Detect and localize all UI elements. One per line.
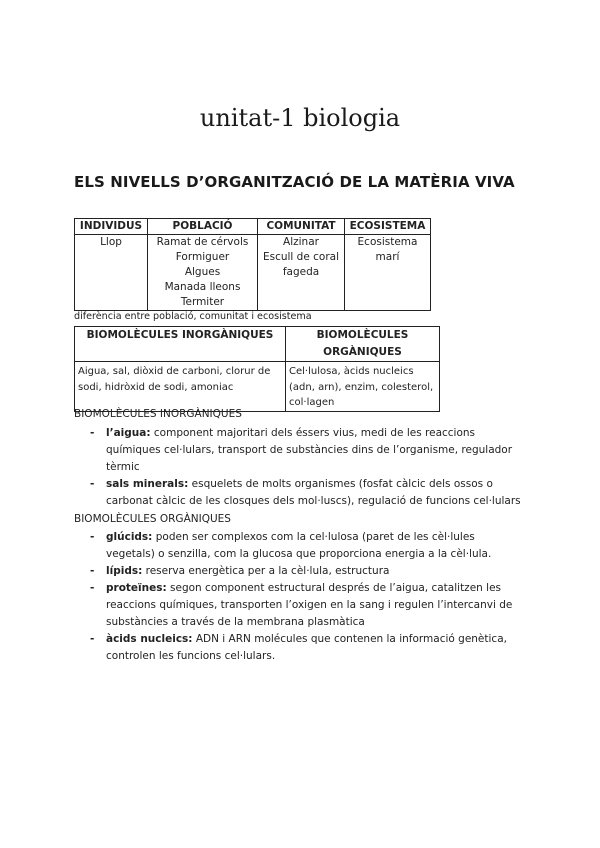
bullet-dash: -: [90, 565, 95, 577]
cell-line: Ramat de cérvols: [156, 236, 249, 248]
inorganic-list: [74, 425, 526, 510]
bullet-dash: -: [90, 582, 95, 594]
definition: esquelets de molts organismes (fosfat càlcic dels ossos o carbonat càlcic de les closques dels mol·luscs), regulació de funcions cel·lulars: [106, 478, 521, 507]
term: lípids:: [106, 565, 143, 577]
table-row: [75, 362, 440, 412]
list-item: [74, 580, 526, 631]
cell-organiques: Cel·lulosa, àcids nucleics (adn, arn), enzim, colesterol, col·lagen: [286, 362, 440, 412]
term: proteïnes:: [106, 582, 167, 594]
cell-inorganiques: Aigua, sal, diòxid de carboni, clorur de sodi, hidròxid de sodi, amoniac: [75, 362, 286, 412]
section-heading: ELS NIVELLS D’ORGANITZACIÓ DE LA MATÈRIA VIVA: [74, 173, 515, 191]
cell-line: Escull de coral: [262, 251, 340, 263]
header-ecosistema: ECOSISTEMA: [345, 219, 431, 235]
list-item: [74, 476, 526, 510]
header-comunitat: COMUNITAT: [258, 219, 345, 235]
organic-section-title: BIOMOLÈCULES ORGÀNIQUES: [74, 513, 231, 525]
table-header-row: [75, 219, 431, 235]
cell-line: Algues: [184, 266, 221, 278]
term: glúcids:: [106, 531, 153, 543]
cell-line: fageda: [282, 266, 320, 278]
list-item: [74, 529, 526, 563]
cell-line: Termiter: [180, 296, 225, 308]
cell-line: Ecosistema: [357, 236, 418, 248]
inorganic-section-title: BIOMOLÈCULES INORGÀNIQUES: [74, 408, 242, 420]
header-poblacio: POBLACIÓ: [148, 219, 258, 235]
cell-poblacio: [148, 235, 258, 311]
bullet-dash: -: [90, 531, 95, 543]
biomolecules-table: [74, 326, 440, 412]
definition: segon component estructural després de l’aigua, catalitzen les reaccions químiques, transporten l’oxigen en la sang i regulen l’intercanvi de substàncies a través de la membrana plasmàtica: [106, 582, 513, 628]
term: àcids nucleics:: [106, 633, 193, 645]
page-title: unitat-1 biologia: [199, 104, 401, 132]
cell-line: Formiguer: [175, 251, 230, 263]
bullet-dash: -: [90, 427, 95, 439]
definition: poden ser complexos com la cel·lulosa (paret de les cèl·lules vegetals) o senzilla, com la glucosa que proporciona energia a la cèl·lula.: [106, 531, 492, 560]
table-row: [75, 235, 431, 311]
definition: component majoritari dels éssers vius, medi de les reaccions químiques cel·lulars, transport de substàncies dins de l’organisme, regulador tèrmic: [106, 427, 513, 473]
list-item: [74, 631, 526, 665]
cell-line: marí: [375, 251, 400, 263]
term: sals minerals:: [106, 478, 189, 490]
term: l’aigua:: [106, 427, 151, 439]
header-inorganiques: BIOMOLÈCULES INORGÀNIQUES: [75, 327, 286, 362]
definition: reserva energètica per a la cèl·lula, estructura: [142, 565, 390, 577]
header-individus: INDIVIDUS: [75, 219, 148, 235]
organic-list: [74, 529, 526, 665]
cell-line: Alzinar: [283, 236, 319, 248]
table-header-row: [75, 327, 440, 362]
cell-line: Llop: [100, 236, 122, 248]
cell-comunitat: [258, 235, 345, 311]
definition: ADN i ARN molécules que contenen la informació genètica, controlen les funcions cel·lulars.: [106, 633, 507, 662]
bullet-dash: -: [90, 633, 95, 645]
table-caption: diferència entre població, comunitat i ecosistema: [74, 311, 312, 322]
header-organiques: BIOMOLÈCULES ORGÀNIQUES: [286, 327, 440, 362]
cell-individus: [75, 235, 148, 311]
cell-ecosistema: [345, 235, 431, 311]
cell-line: Manada lleons: [164, 281, 241, 293]
list-item: [74, 425, 526, 476]
bullet-dash: -: [90, 478, 95, 490]
organization-levels-table: [74, 218, 431, 311]
list-item: [74, 563, 526, 580]
